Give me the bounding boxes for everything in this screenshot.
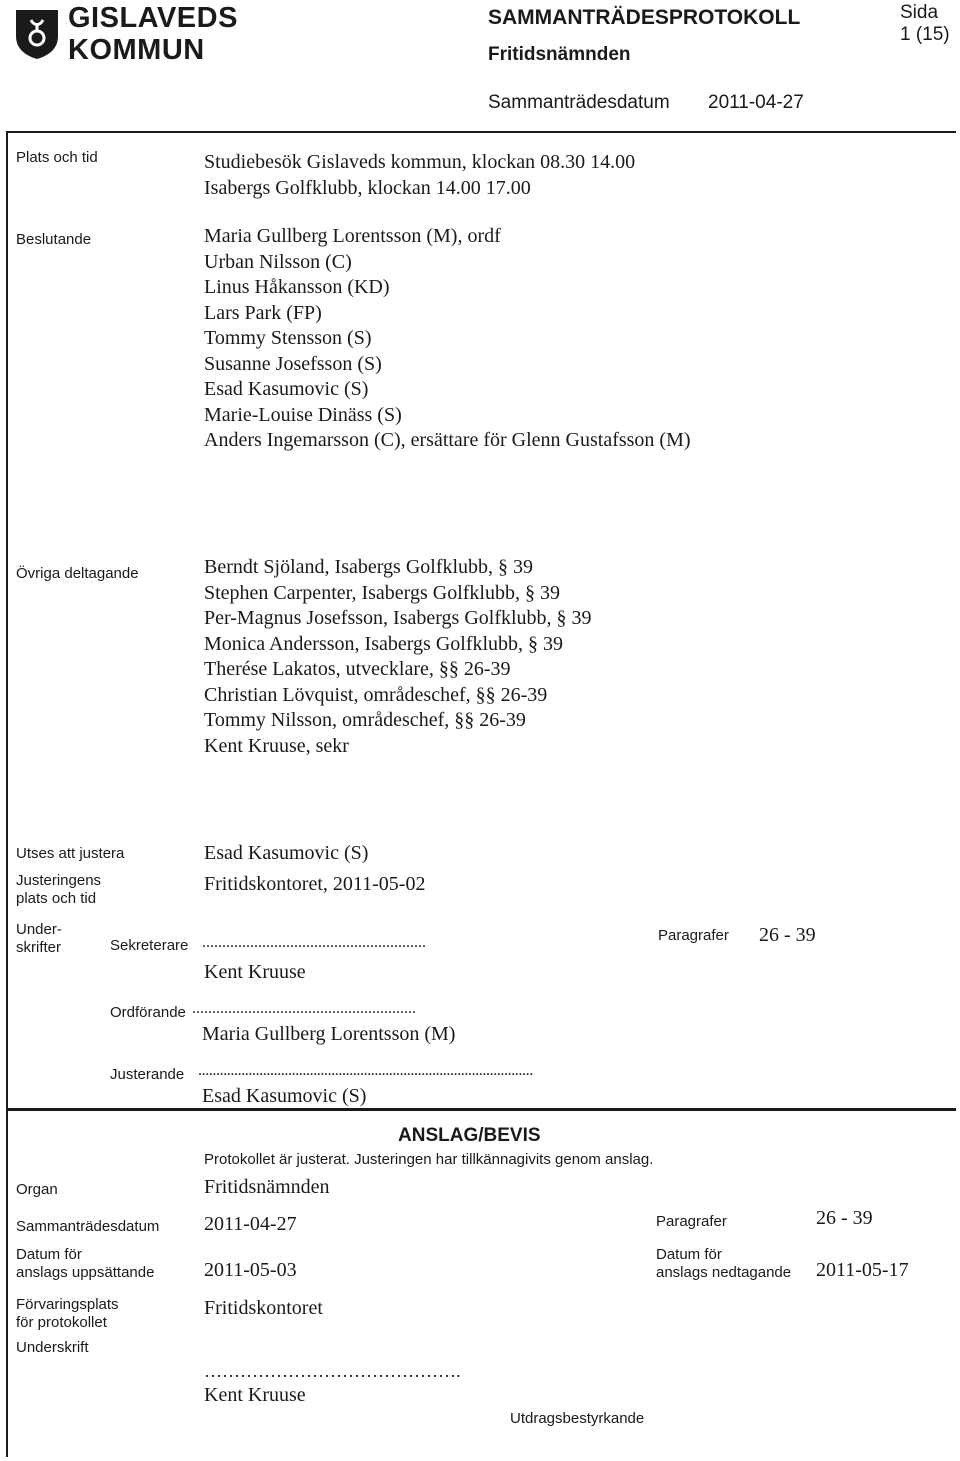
sekreterare-label: Sekreterare	[110, 937, 189, 954]
plats-value	[204, 150, 635, 201]
underskrift-signature-line: …………………………………….	[204, 1361, 461, 1381]
paragrafer-value: 26 - 39	[759, 924, 816, 946]
ordforande-label: Ordförande	[110, 1004, 186, 1021]
uppsattande-label-2: anslags uppsättande	[16, 1264, 155, 1281]
anslag-datum-value: 2011-04-27	[204, 1213, 297, 1235]
anslag-paragrafer-value: 26 - 39	[816, 1207, 873, 1229]
list-item: Christian Lövquist, områdeschef, §§ 26-39	[204, 683, 548, 706]
ovriga-list	[204, 555, 592, 759]
beslutande-label: Beslutande	[16, 231, 92, 248]
uppsattande-label-1: Datum för	[16, 1246, 82, 1263]
organ-value: Fritidsnämnden	[204, 1176, 330, 1198]
nedtagande-label-1: Datum för	[656, 1246, 722, 1263]
list-item: Tommy Nilsson, områdeschef, §§ 26-39	[204, 709, 526, 731]
anslag-paragrafer-label: Paragrafer	[656, 1213, 727, 1230]
meeting-date-value: 2011-04-27	[708, 92, 804, 113]
utses-value: Esad Kasumovic (S)	[204, 842, 369, 864]
document-title: SAMMANTRÄDESPROTOKOLL	[488, 6, 801, 29]
justerande-signature-line: .............................................................................................	[198, 1062, 533, 1079]
ovriga-label: Övriga deltagande	[16, 565, 139, 582]
list-item: Per-Magnus Josefsson, Isabergs Golfklubb, § 39	[204, 607, 592, 629]
uppsattande-value: 2011-05-03	[204, 1259, 297, 1281]
logo-text-line2: KOMMUN	[68, 34, 205, 66]
underskrifter-label-1: Under-	[16, 921, 62, 938]
justering-plats-value: Fritidskontoret, 2011-05-02	[204, 873, 426, 895]
justering-plats-label-2: plats och tid	[16, 890, 97, 907]
utdragsbestyrkande-label: Utdragsbestyrkande	[510, 1410, 645, 1427]
list-item: Anders Ingemarsson (C), ersättare för Glenn Gustafsson (M)	[204, 429, 691, 451]
nedtagande-label-2: anslags nedtagande	[656, 1264, 792, 1281]
forvaring-value: Fritidskontoret	[204, 1297, 323, 1319]
utses-label: Utses att justera	[16, 845, 125, 862]
underskrift-label: Underskrift	[16, 1339, 89, 1356]
list-item: Therése Lakatos, utvecklare, §§ 26-39	[204, 658, 511, 680]
underskrifter-label-2: skrifter	[16, 939, 61, 956]
list-item: Linus Håkansson (KD)	[204, 276, 390, 298]
underskrift-name: Kent Kruuse	[204, 1384, 306, 1406]
organ-label: Organ	[16, 1181, 58, 1198]
justering-plats-label-1: Justeringens	[16, 872, 102, 889]
list-item: Kent Kruuse, sekr	[204, 734, 349, 757]
paragrafer-label: Paragrafer	[658, 927, 729, 944]
justerande-label: Justerande	[110, 1066, 185, 1083]
forvaring-label-2: för protokollet	[16, 1314, 107, 1331]
anslag-subtitle: Protokollet är justerat. Justeringen har tillkännagivits genom anslag.	[204, 1151, 654, 1168]
page-number: 1 (15)	[900, 24, 950, 45]
header-divider	[6, 131, 956, 133]
anslag-datum-label: Sammanträdesdatum	[16, 1218, 160, 1235]
list-item: Esad Kasumovic (S)	[204, 378, 369, 400]
list-item: Susanne Josefsson (S)	[204, 352, 382, 375]
list-item: Berndt Sjöland, Isabergs Golfklubb, § 39	[204, 556, 534, 578]
beslutande-list	[204, 224, 691, 454]
list-item: Marie-Louise Dinäss (S)	[204, 403, 402, 426]
plats-label: Plats och tid	[16, 149, 98, 166]
gislaved-coat-of-arms-icon	[14, 8, 60, 60]
list-item: Lars Park (FP)	[204, 301, 322, 324]
ordforande-name: Maria Gullberg Lorentsson (M)	[202, 1023, 456, 1045]
sekreterare-name: Kent Kruuse	[204, 961, 306, 983]
list-item: Maria Gullberg Lorentsson (M), ordf	[204, 225, 501, 247]
anslag-title: ANSLAG/BEVIS	[398, 1125, 541, 1146]
page-label: Sida	[900, 2, 939, 23]
list-item: Stephen Carpenter, Isabergs Golfklubb, § 39	[204, 581, 560, 604]
anslag-divider	[6, 1108, 956, 1111]
plats-line: Isabergs Golfklubb, klockan 14.00 17.00	[204, 176, 531, 199]
nedtagande-value: 2011-05-17	[816, 1259, 909, 1281]
list-item: Urban Nilsson (C)	[204, 250, 352, 273]
meeting-date-label: Sammanträdesdatum	[488, 92, 670, 113]
left-border	[6, 131, 8, 1457]
justerande-name: Esad Kasumovic (S)	[202, 1085, 367, 1107]
list-item: Tommy Stensson (S)	[204, 327, 372, 349]
document-organ: Fritidsnämnden	[488, 44, 631, 65]
logo-text-line1: GISLAVEDS	[68, 2, 238, 34]
sekreterare-signature-line: ........................................................	[202, 934, 426, 951]
ordforande-signature-line: ........................................................	[192, 1000, 416, 1017]
plats-line: Studiebesök Gislaveds kommun, klockan 08.30 14.00	[204, 151, 636, 173]
list-item: Monica Andersson, Isabergs Golfklubb, § 39	[204, 632, 564, 655]
forvaring-label-1: Förvaringsplats	[16, 1296, 119, 1313]
